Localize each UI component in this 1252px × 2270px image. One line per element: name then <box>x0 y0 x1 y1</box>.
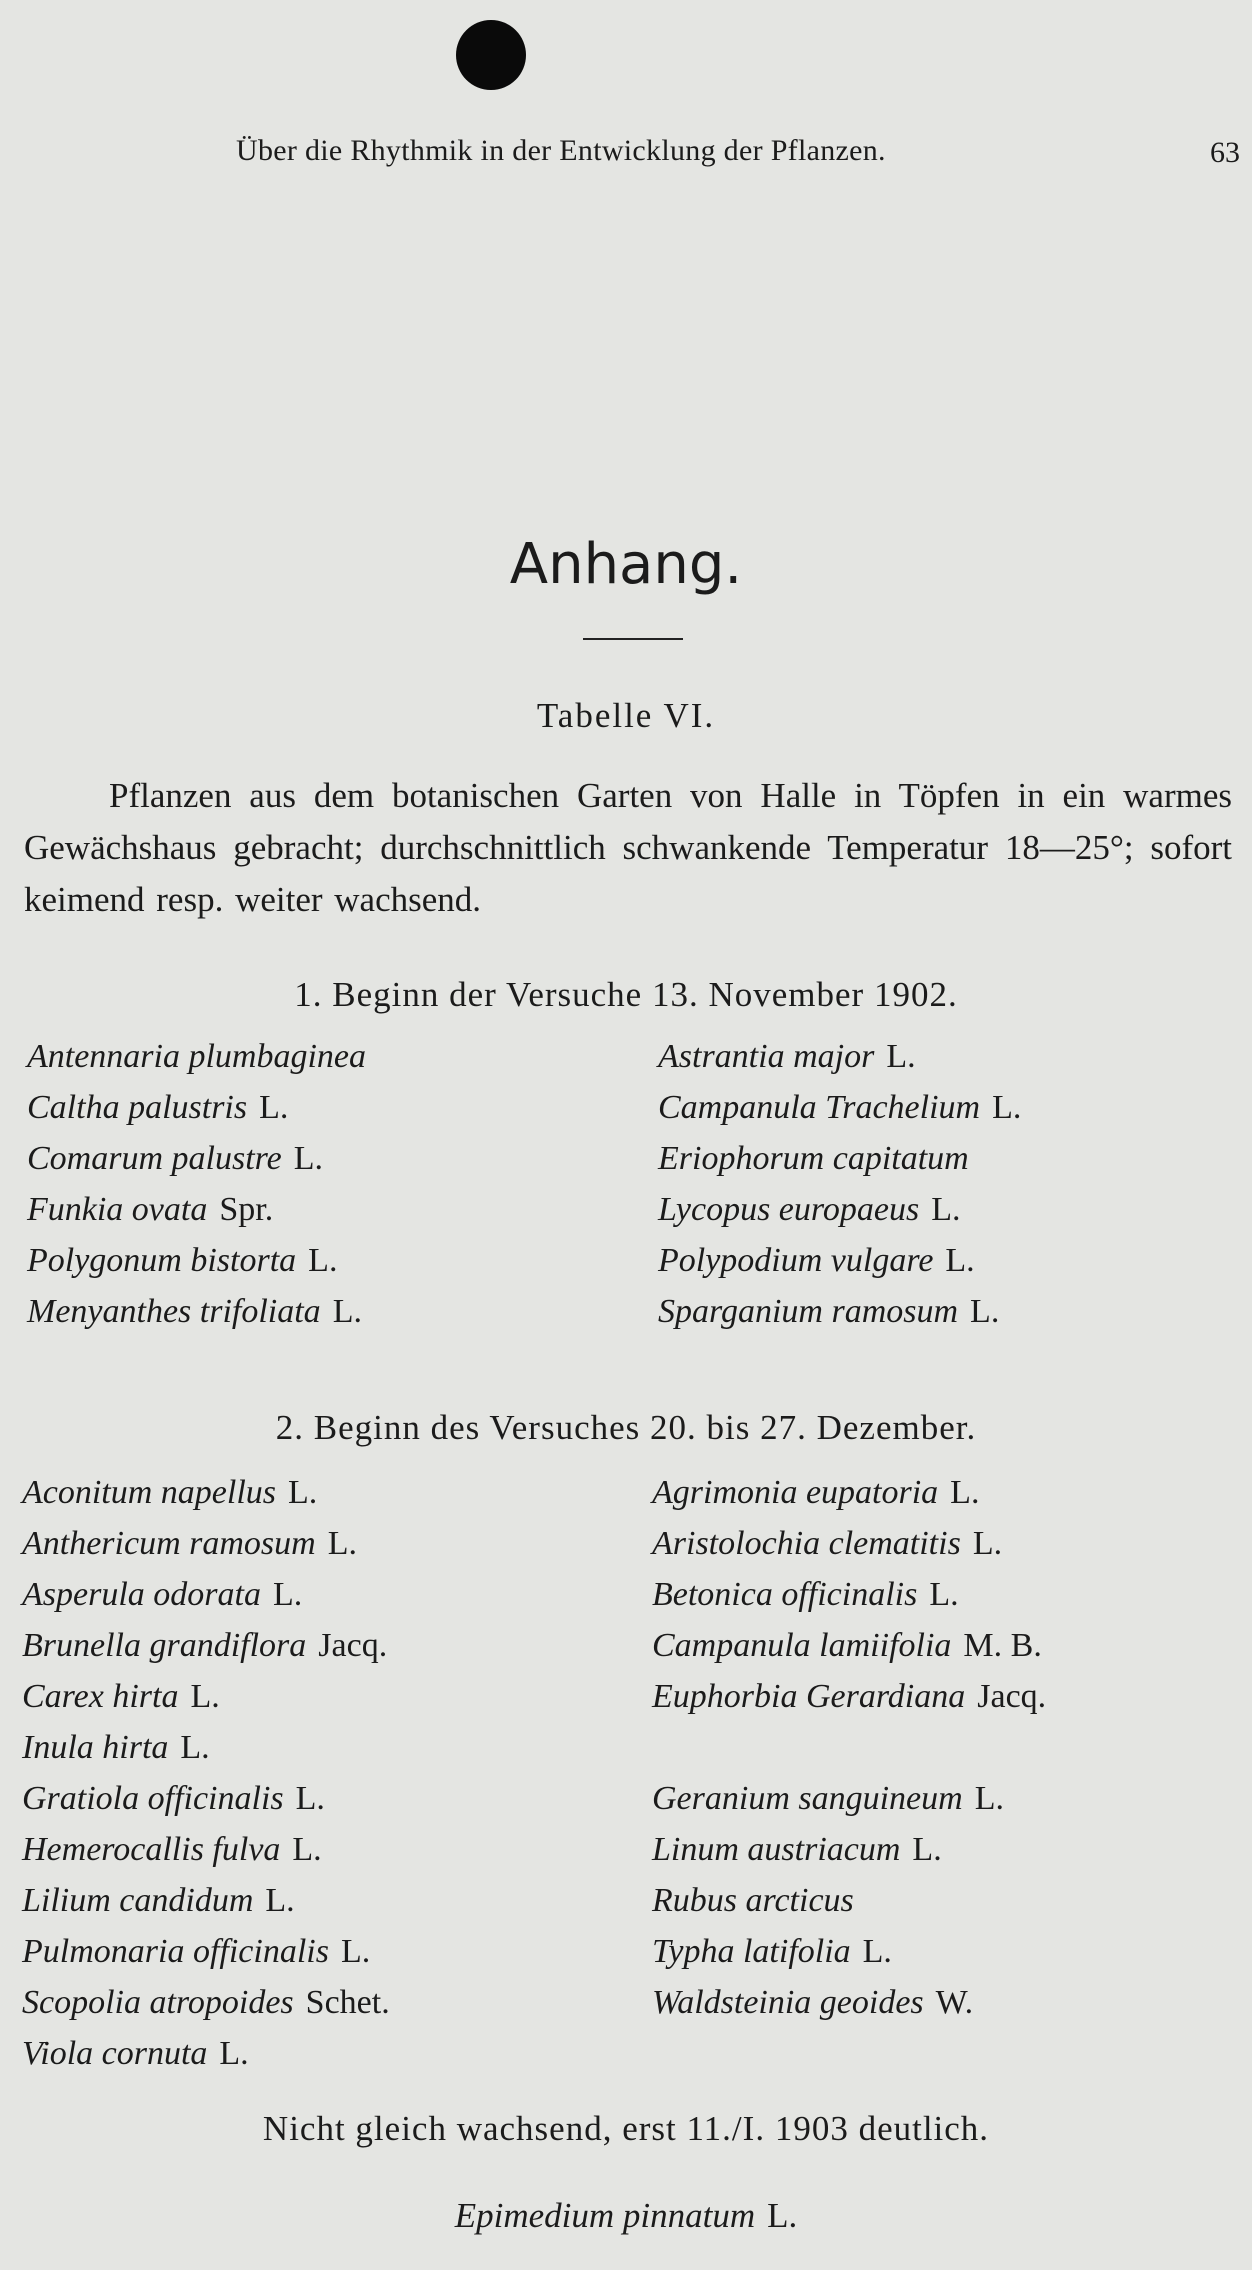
species-author: L. <box>886 1038 916 1075</box>
species-entry <box>658 1286 1021 1337</box>
section-2-left-list <box>22 1467 390 2079</box>
species-author: L. <box>332 1293 362 1330</box>
heading-rule <box>583 638 683 640</box>
species-entry <box>652 1620 1046 1671</box>
species-entry <box>22 1773 390 1824</box>
species-name: Polygonum bistorta <box>27 1242 297 1279</box>
species-name: Pulmonaria officinalis <box>22 1933 329 1970</box>
species-author: L. <box>190 1678 220 1715</box>
species-entry <box>652 1977 1046 2028</box>
species-entry <box>652 1824 1046 1875</box>
appendix-heading: Anhang. <box>509 532 743 597</box>
species-author: L. <box>767 2196 798 2235</box>
species-author: L. <box>929 1576 959 1613</box>
note: Nicht gleich wachsend, erst 11./I. 1903 deutlich. <box>262 2109 990 2148</box>
species-author: Jacq. <box>318 1627 388 1664</box>
species-name: Sparganium ramosum <box>658 1293 959 1330</box>
species-name: Agrimonia eupatoria <box>652 1474 939 1511</box>
species-name: Lycopus europaeus <box>658 1191 920 1228</box>
species-entry <box>27 1133 366 1184</box>
species-author: L. <box>259 1089 289 1126</box>
species-entry <box>658 1082 1021 1133</box>
species-name: Funkia ovata <box>27 1191 208 1228</box>
species-name: Antennaria plumbaginea <box>27 1038 367 1075</box>
punch-hole <box>456 20 526 90</box>
species-name: Campanula Trachelium <box>658 1089 981 1126</box>
species-name: Astrantia major <box>658 1038 875 1075</box>
species-entry <box>652 1722 1046 1773</box>
species-entry <box>652 1671 1046 1722</box>
species-author: W. <box>935 1984 974 2021</box>
species-name: Rubus arcticus <box>652 1882 854 1919</box>
species-name: Scopolia atropoides <box>22 1984 294 2021</box>
species-entry <box>658 1184 1021 1235</box>
species-entry <box>652 1467 1046 1518</box>
page-number: 63 <box>1210 136 1240 169</box>
species-name: Betonica officinalis <box>652 1576 918 1613</box>
intro-paragraph: Pflanzen aus dem botanischen Garten von Halle in Töpfen in ein warmes Gewächshaus gebracht; durchschnittlich schwankende Temperatur 18—25°; sofort keimend resp. weiter wachsend. <box>24 776 1232 919</box>
species-author: L. <box>219 2035 249 2072</box>
species-author: L. <box>912 1831 942 1868</box>
species-author: Jacq. <box>977 1678 1047 1715</box>
species-author: L. <box>970 1293 1000 1330</box>
species-name: Viola cornuta <box>22 2035 208 2072</box>
species-name: Menyanthes trifoliata <box>27 1293 321 1330</box>
species-entry <box>22 1620 390 1671</box>
species-name: Asperula odorata <box>22 1576 261 1613</box>
species-name: Eriophorum capitatum <box>658 1140 969 1177</box>
species-name: Carex hirta <box>22 1678 179 1715</box>
species-author: L. <box>972 1525 1003 1562</box>
species-author: L. <box>308 1242 338 1279</box>
species-entry <box>22 1518 390 1569</box>
species-author: L. <box>295 1780 325 1817</box>
species-author: L. <box>945 1242 975 1279</box>
species-entry <box>658 1133 1021 1184</box>
species-name: Euphorbia Gerardiana <box>652 1678 966 1715</box>
species-author: L. <box>992 1089 1022 1126</box>
species-entry <box>22 1977 390 2028</box>
species-name: Aconitum napellus <box>22 1474 277 1511</box>
species-entry <box>652 1569 1046 1620</box>
species-entry <box>22 1875 390 1926</box>
species-entry <box>27 1031 366 1082</box>
species-entry <box>22 1569 390 1620</box>
species-name: Waldsteinia geoides <box>652 1984 924 2021</box>
section-1-right-list <box>658 1031 1021 1337</box>
species-entry <box>22 1824 390 1875</box>
species-entry <box>27 1082 366 1133</box>
species-author: L. <box>288 1474 318 1511</box>
species-name: Gratiola officinalis <box>22 1780 284 1817</box>
species-name: Anthericum ramosum <box>22 1525 316 1562</box>
species-entry <box>27 1235 366 1286</box>
species-entry <box>652 1773 1046 1824</box>
species-name: Campanula lamiifolia <box>652 1627 952 1664</box>
species-name: Typha latifolia <box>652 1933 851 1970</box>
running-head: Über die Rhythmik in der Entwicklung der Pflanzen. <box>236 134 886 167</box>
species-author: L. <box>327 1525 357 1562</box>
species-entry <box>22 2028 390 2079</box>
species-name: Caltha palustris <box>27 1089 248 1126</box>
species-author: L. <box>340 1933 371 1970</box>
section-2-right-list <box>652 1467 1046 2028</box>
species-author: L. <box>265 1882 295 1919</box>
species-name: Epimedium pinnatum <box>454 2196 756 2235</box>
species-author: L. <box>974 1780 1004 1817</box>
species-name: Comarum palustre <box>27 1140 282 1177</box>
species-entry <box>652 1875 1046 1926</box>
species-entry <box>22 1671 390 1722</box>
final-species <box>0 2196 1252 2236</box>
species-entry <box>658 1235 1021 1286</box>
species-name: Inula hirta <box>22 1729 169 1766</box>
species-author: Spr. <box>219 1191 274 1228</box>
species-entry <box>658 1031 1021 1082</box>
species-entry <box>22 1722 390 1773</box>
species-entry <box>652 1926 1046 1977</box>
species-entry <box>27 1184 366 1235</box>
species-name: Linum austriacum <box>652 1831 901 1868</box>
species-author: L. <box>180 1729 210 1766</box>
species-author: M. B. <box>963 1627 1042 1664</box>
species-author: L. <box>931 1191 961 1228</box>
species-name: Polypodium vulgare <box>658 1242 934 1279</box>
species-entry <box>22 1467 390 1518</box>
species-entry <box>652 1518 1046 1569</box>
species-name: Brunella grandiflora <box>22 1627 307 1664</box>
section-2-heading: 2. Beginn des Versuches 20. bis 27. Dezember. <box>275 1408 977 1447</box>
species-name: Hemerocallis fulva <box>22 1831 281 1868</box>
section-1-left-list <box>27 1031 366 1337</box>
table-caption: Tabelle VI. <box>536 696 716 735</box>
species-author: L. <box>292 1831 322 1868</box>
species-name: Geranium sanguineum <box>652 1780 963 1817</box>
species-author: L. <box>862 1933 892 1970</box>
section-1-heading: 1. Beginn der Versuche 13. November 1902. <box>294 975 958 1014</box>
species-entry <box>22 1926 390 1977</box>
species-entry <box>27 1286 366 1337</box>
species-name: Aristolochia clematitis <box>652 1525 961 1562</box>
species-author: L. <box>293 1140 323 1177</box>
species-name: Lilium candidum <box>22 1882 254 1919</box>
species-author: L. <box>950 1474 980 1511</box>
species-author: Schet. <box>305 1984 390 2021</box>
species-author: L. <box>272 1576 303 1613</box>
